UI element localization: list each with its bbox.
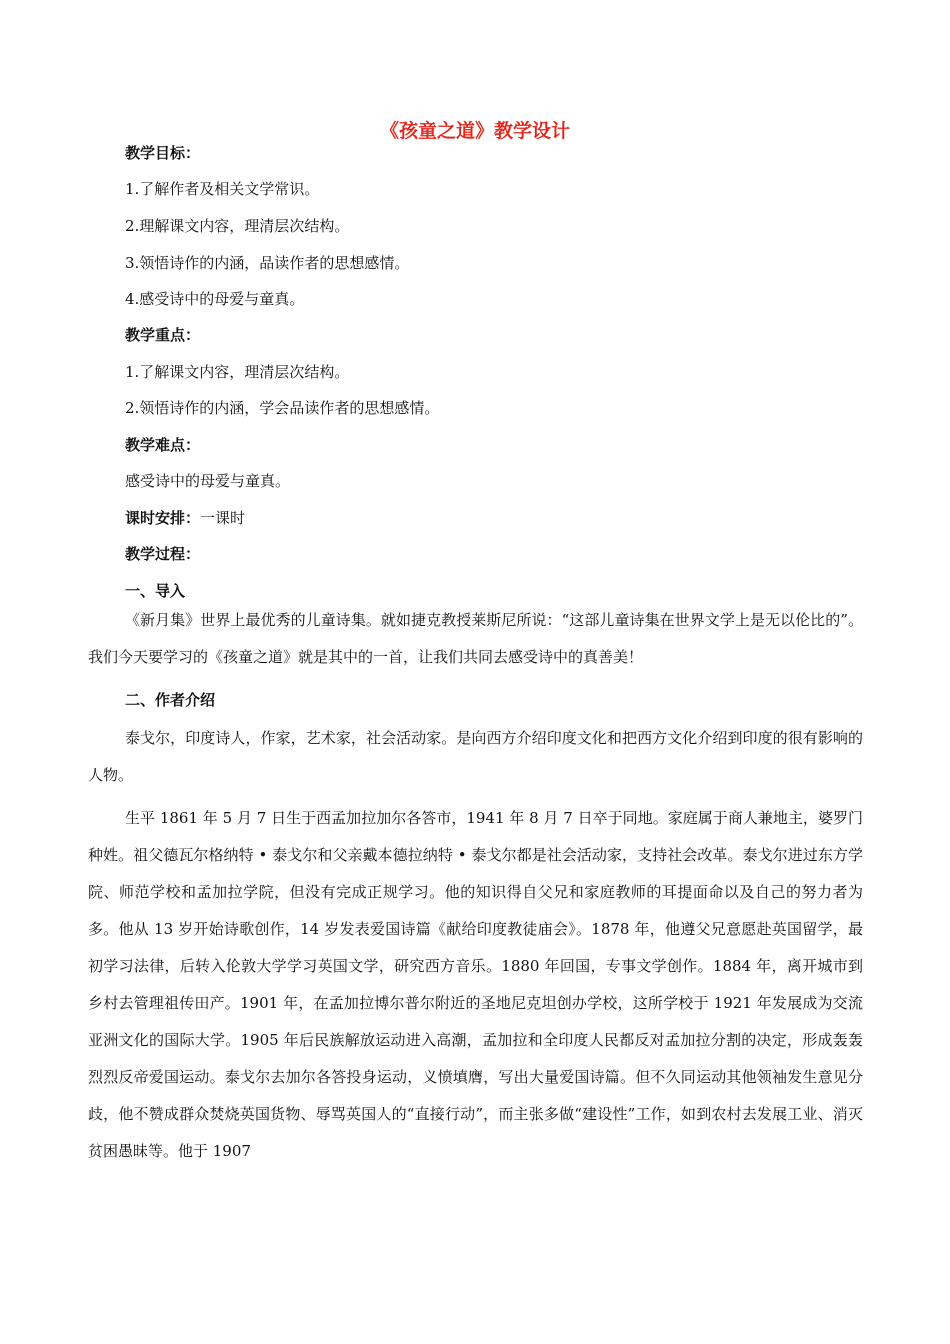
objective-item-1: 1.了解作者及相关文学常识。 bbox=[125, 180, 320, 198]
intro-paragraph: 《新月集》世界上最优秀的儿童诗集。就如捷克教授莱斯尼所说：“这部儿童诗集在世界文学上是无以伦比的”。我们今天要学习的《孩童之道》就是其中的一首，让我们共同去感受诗中的真善美！ bbox=[88, 611, 863, 666]
schedule-value: 一课时 bbox=[200, 509, 246, 527]
process-heading: 教学过程： bbox=[125, 545, 201, 563]
schedule-line bbox=[125, 508, 245, 528]
objective-item-2: 2.理解课文内容，理清层次结构。 bbox=[125, 217, 350, 235]
document-title: 《孩童之道》教学设计 bbox=[379, 120, 570, 142]
key-point-item-1: 1.了解课文内容，理清层次结构。 bbox=[125, 363, 350, 381]
difficulties-heading: 教学难点： bbox=[125, 436, 201, 454]
section-author-heading: 二、作者介绍 bbox=[125, 691, 216, 709]
difficulties-text: 感受诗中的母爱与童真。 bbox=[125, 472, 291, 490]
objectives-heading: 教学目标： bbox=[125, 144, 201, 162]
objective-item-3: 3.领悟诗作的内涵，品读作者的思想感情。 bbox=[125, 254, 410, 272]
objective-item-4: 4.感受诗中的母爱与童真。 bbox=[125, 290, 305, 308]
author-paragraph-2: 生平 1861 年 5 月 7 日生于西孟加拉加尔各答市，1941 年 8 月 7 日卒于同地。家庭属于商人兼地主，婆罗门种姓。祖父德瓦尔格纳特 • 泰戈尔和父亲戴本德拉纳特 • 泰戈尔都是社会活动家，支持社会改革。泰戈尔进过东方学院、师范学校和孟加拉学院，但没有完成正规学习。他的知识得自父兄和家庭教师的耳提面命以及自己的努力者为多。他从 13 岁开始诗歌创作，14 岁发表爱国诗篇《献给印度教徒庙会》。1878 年，他遵父兄意愿赴英国留学，最初学习法律，后转入伦敦大学学习英国文学，研究西方音乐。1880 年回国，专事文学创作。1884 年，离开城市到乡村去管理祖传田产。1901 年，在孟加拉博尔普尔附近的圣地尼克坦创办学校，这所学校于 1921 年发展成为交流亚洲文化的国际大学。1905 年后民族解放运动进入高潮，孟加拉和全印度人民都反对孟加拉分割的决定，形成轰轰烈烈反帝爱国运动。泰戈尔去加尔各答投身运动，义愤填膺，写出大量爱国诗篇。但不久同运动其他领袖发生意见分歧，他不赞成群众焚烧英国货物、辱骂英国人的“直接行动”，而主张多做“建设性”工作，如到农村去发展工业、消灭贫困愚昧等。他于 1907 bbox=[88, 809, 863, 1160]
schedule-label: 课时安排： bbox=[125, 509, 201, 527]
key-points-heading: 教学重点： bbox=[125, 326, 201, 344]
author-paragraph-1: 泰戈尔，印度诗人，作家，艺术家，社会活动家。是向西方介绍印度文化和把西方文化介绍到印度的很有影响的人物。 bbox=[88, 729, 863, 784]
key-point-item-2: 2.领悟诗作的内涵，学会品读作者的思想感情。 bbox=[125, 399, 440, 417]
section-intro-heading: 一、导入 bbox=[125, 582, 186, 600]
